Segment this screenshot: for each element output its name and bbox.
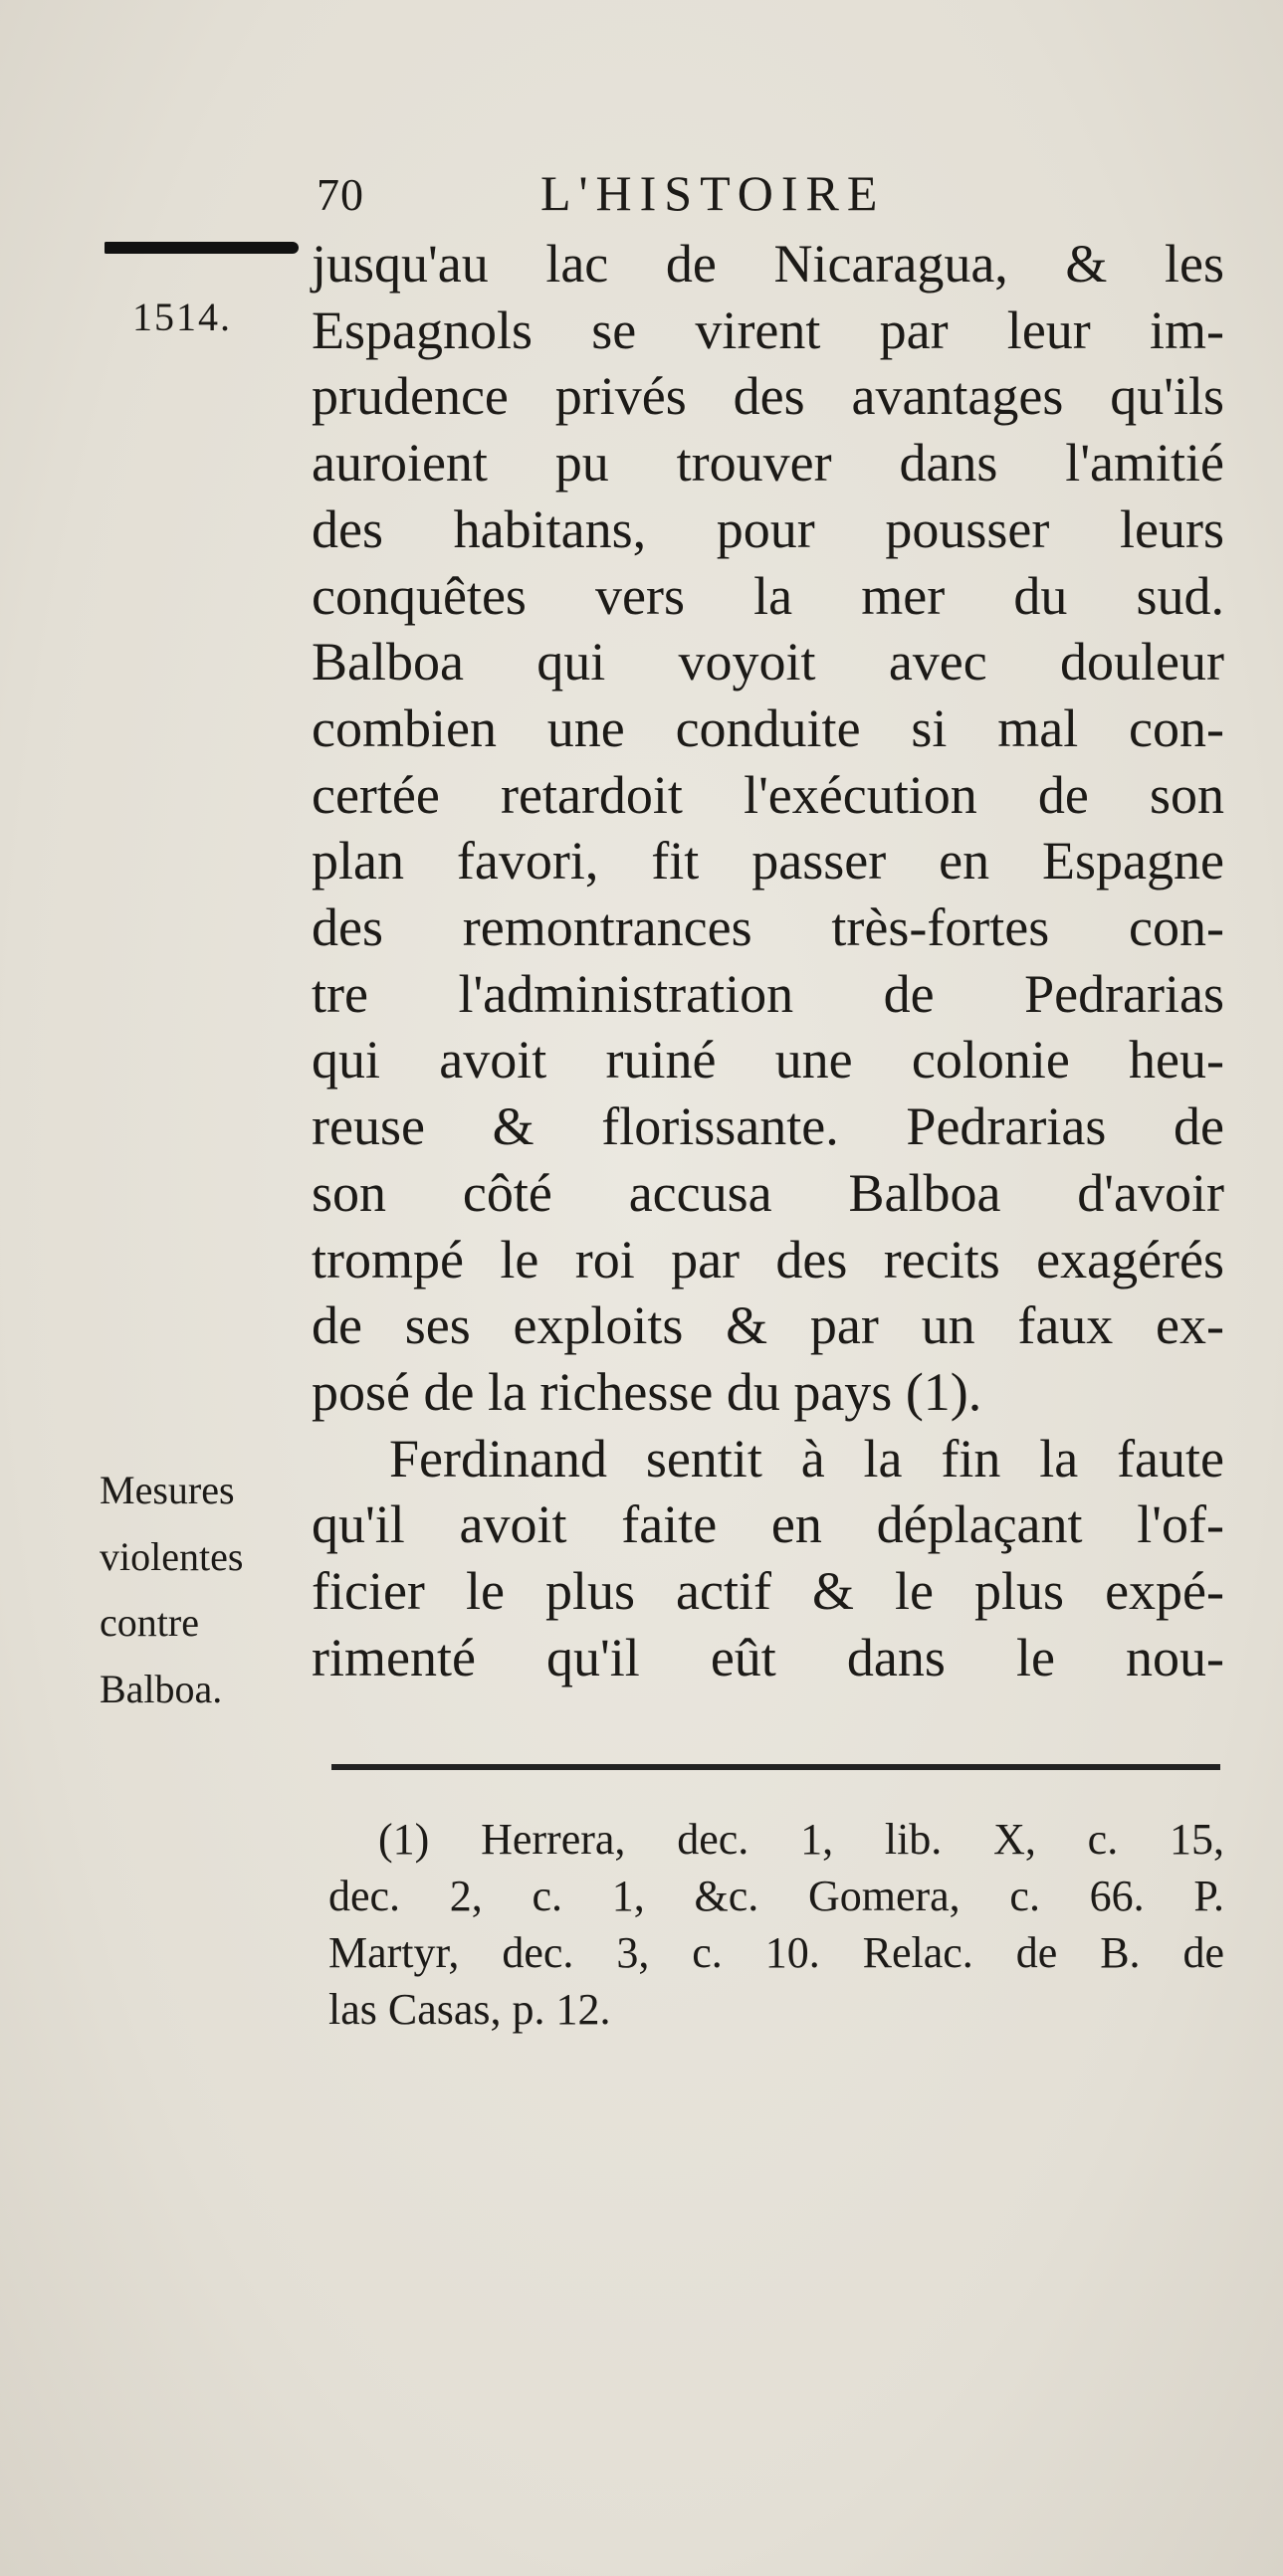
- text-line: plan favori, fit passer en Espagne: [312, 831, 1224, 892]
- body-text: [312, 231, 1224, 1690]
- page-number: 70: [317, 169, 364, 220]
- margin-year: 1514.: [132, 295, 232, 339]
- text-line: conquêtes vers la mer du sud.: [312, 565, 1224, 626]
- footnote-line: Martyr, dec. 3, c. 10. Relac. de B. de: [328, 1928, 1224, 1977]
- page-title: L'HISTOIRE: [540, 165, 886, 221]
- text-line: auroient pu trouver dans l'amitié: [312, 433, 1224, 494]
- text-line: qui avoit ruiné une colonie heu-: [312, 1030, 1224, 1090]
- text-line: Balboa qui voyoit avec douleur: [312, 632, 1224, 693]
- text-line: rimenté qu'il eût dans le nou-: [312, 1627, 1224, 1687]
- text-line: qu'il avoit faite en déplaçant l'of-: [312, 1494, 1224, 1555]
- sidenote-line: contre: [100, 1600, 199, 1646]
- footnote-divider: [331, 1764, 1220, 1770]
- text-line: reuse & florissante. Pedrarias de: [312, 1096, 1224, 1157]
- sidenote-line: Balboa.: [100, 1667, 223, 1712]
- margin-ornament-rule: [105, 242, 299, 254]
- footnote-line: dec. 2, c. 1, &c. Gomera, c. 66. P.: [328, 1872, 1224, 1920]
- text-line: Espagnols se virent par leur im-: [312, 299, 1224, 360]
- sidenote-line: Mesures: [100, 1468, 235, 1512]
- text-line: des remontrances très-fortes con-: [312, 897, 1224, 958]
- text-line: de ses exploits & par un faux ex-: [312, 1295, 1224, 1356]
- text-line: jusqu'au lac de Nicaragua, & les: [312, 234, 1224, 294]
- margin-sidenote: [100, 1458, 323, 1723]
- text-line: ficier le plus actif & le plus expé-: [312, 1561, 1224, 1622]
- running-head: [317, 164, 885, 222]
- sidenote-line: violentes: [100, 1533, 244, 1579]
- footnote-line: (1) Herrera, dec. 1, lib. X, c. 15,: [378, 1815, 1224, 1864]
- text-line: certée retardoit l'exécution de son: [312, 764, 1224, 825]
- text-line: tre l'administration de Pedrarias: [312, 963, 1224, 1024]
- text-line: posé de la richesse du pays (1).: [312, 1361, 982, 1422]
- footnote: [328, 1811, 1224, 2038]
- text-line: Ferdinand sentit à la fin la faute: [389, 1428, 1224, 1488]
- text-line: combien une conduite si mal con-: [312, 697, 1224, 758]
- text-line: trompé le roi par des recits exagérés: [312, 1229, 1224, 1289]
- text-line: prudence privés des avantages qu'ils: [312, 366, 1224, 427]
- footnote-line: las Casas, p. 12.: [328, 1985, 611, 2034]
- text-line: son côté accusa Balboa d'avoir: [312, 1162, 1224, 1223]
- text-line: des habitans, pour pousser leurs: [312, 498, 1224, 559]
